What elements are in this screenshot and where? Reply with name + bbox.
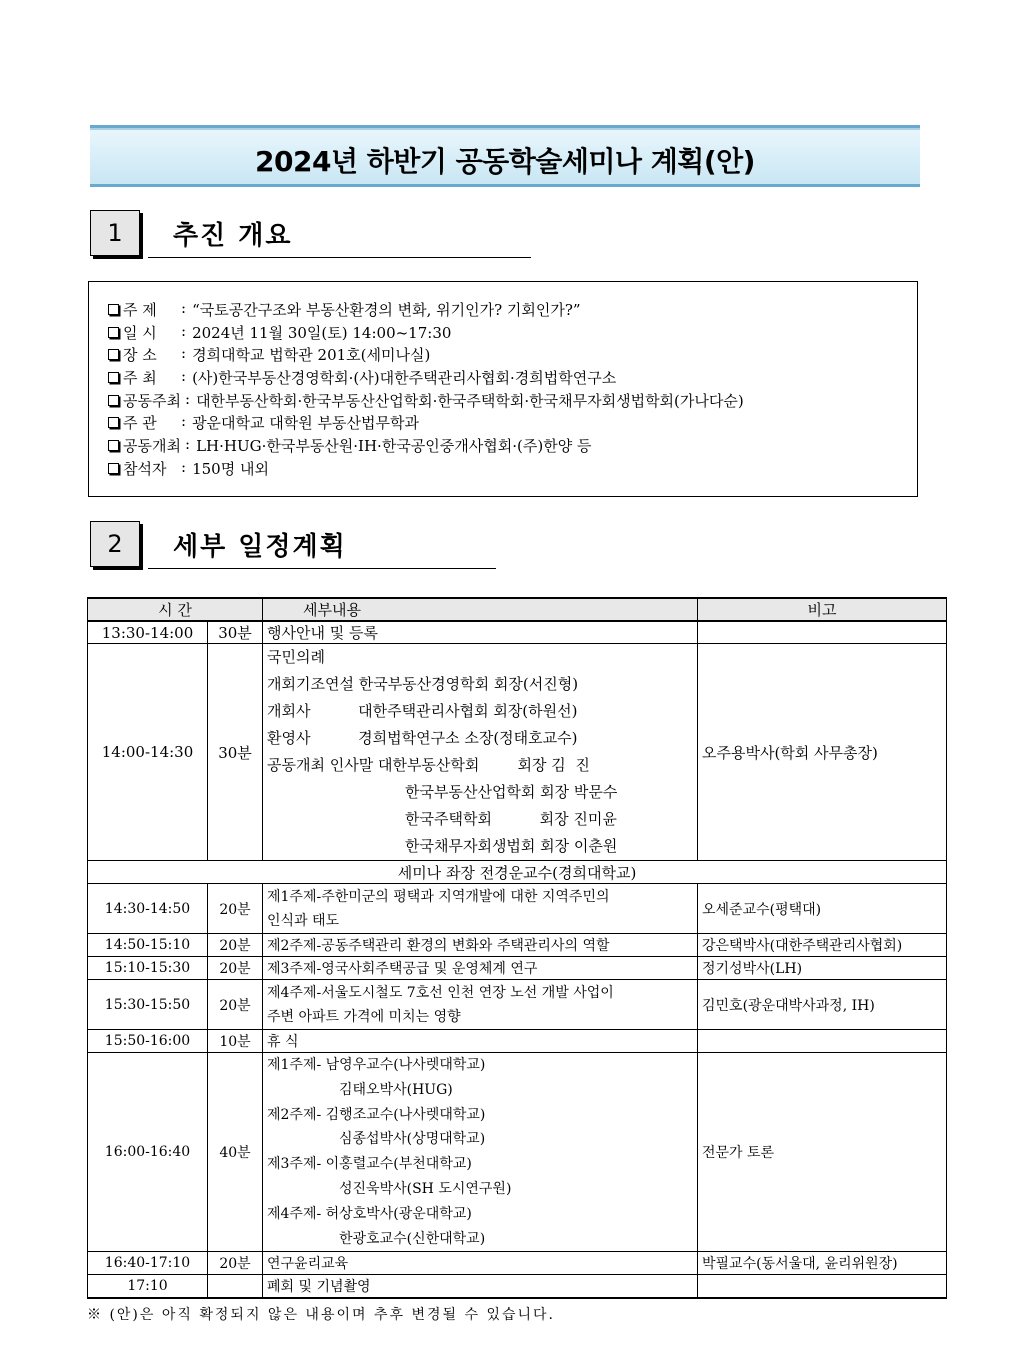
duration-cell: 20분 (208, 934, 263, 957)
table-row (88, 980, 947, 1030)
duration-cell: 40분 (208, 1053, 263, 1252)
content-cell: 폐회 및 기념촬영 (263, 1275, 698, 1298)
content-cell (263, 644, 698, 861)
schedule-table (87, 597, 947, 1299)
chair-cell: 세미나 좌장 전경운교수(경희대학교) (88, 861, 947, 884)
ceremony-line: 한국부동산산업학회 회장 박문수 (405, 783, 618, 801)
overview-label: 공동개최 (123, 437, 181, 456)
overview-value: 2024년 11월 30일(토) 14:00~17:30 (192, 323, 452, 342)
overview-row: 장 소 : 경희대학교 법학관 201호(세미나실) (107, 344, 917, 367)
discussion-line: 제4주제- 허상호박사(광운대학교) (267, 1205, 472, 1222)
time-cell: 15:50-16:00 (88, 1030, 208, 1053)
overview-label: 주 관 (123, 414, 157, 433)
duration-cell: 20분 (208, 957, 263, 980)
ceremony-line: 국민의례 (267, 648, 325, 666)
note-cell: 박필교수(동서울대, 윤리위원장) (698, 1252, 947, 1275)
time-cell: 17:10 (88, 1275, 208, 1298)
note-cell: 정기성박사(LH) (698, 957, 947, 980)
note-cell (698, 621, 947, 644)
header-content: 세부내용 (263, 598, 698, 621)
overview-label: 일 시 (123, 323, 157, 342)
discussion-line: 김태오박사(HUG) (339, 1081, 453, 1098)
overview-label: 참석자 (123, 459, 167, 478)
time-cell: 16:00-16:40 (88, 1053, 208, 1252)
overview-row: 공동주최 : 대한부동산학회·한국부동산산업학회·한국주택학회·한국채무자회생법학회(가나다순) (107, 390, 917, 413)
checkbox-icon (108, 395, 119, 406)
page-title: 2024년 하반기 공동학술세미나 계획(안) (255, 145, 755, 178)
time-cell: 15:30-15:50 (88, 980, 208, 1030)
overview-row: 공동개최 : LH·HUG·한국부동산원·IH·한국공인중개사협회·(주)한양 등 (107, 435, 917, 458)
checkbox-icon (108, 372, 119, 383)
ceremony-line: 개회기조연설 한국부동산경영학회 회장(서진형) (267, 675, 579, 693)
ceremony-line: 한국주택학회 회장 진미윤 (405, 810, 617, 828)
checkbox-icon (108, 327, 119, 338)
discussion-line: 제1주제- 남영우교수(나사렛대학교) (267, 1057, 486, 1073)
note-cell: 오주용박사(학회 사무총장) (698, 644, 947, 861)
ceremony-line: 개회사 대한주택관리사협회 회장(하원선) (267, 702, 578, 720)
title-banner (90, 125, 920, 187)
overview-row: 주 최 : (사)한국부동산경영학회·(사)대한주택관리사협회·경희법학연구소 (107, 367, 917, 390)
duration-cell: 20분 (208, 1252, 263, 1275)
overview-label: 장 소 (123, 346, 157, 365)
ceremony-line: 환영사 경희법학연구소 소장(정태호교수) (267, 729, 578, 747)
overview-label: 주 제 (123, 301, 157, 319)
duration-cell: 20분 (208, 980, 263, 1030)
footnote: ※ (안)은 아직 확정되지 않은 내용이며 추후 변경될 수 있습니다. (87, 1307, 556, 1323)
content-cell: 제2주제-공동주택관리 환경의 변화와 주택관리사의 역할 (263, 934, 698, 957)
overview-value: 대한부동산학회·한국부동산산업학회·한국주택학회·한국채무자회생법학회(가나다순) (196, 391, 744, 410)
table-row (88, 621, 947, 644)
section-1-number: 1 (90, 210, 140, 256)
table-row (88, 1030, 947, 1053)
time-cell: 16:40-17:10 (88, 1252, 208, 1275)
duration-cell: 30분 (208, 621, 263, 644)
time-cell: 15:10-15:30 (88, 957, 208, 980)
time-cell: 14:00-14:30 (88, 644, 208, 861)
overview-value: “국토공간구조와 부동산환경의 변화, 위기인가? 기회인가?” (192, 301, 581, 319)
checkbox-icon (108, 349, 119, 360)
time-cell: 13:30-14:00 (88, 621, 208, 644)
note-cell: 김민호(광운대박사과정, IH) (698, 980, 947, 1030)
table-row (88, 1053, 947, 1252)
topic-line: 인식과 태도 (267, 912, 340, 929)
duration-cell: 20분 (208, 884, 263, 934)
note-cell: 오세준교수(평택대) (698, 884, 947, 934)
table-row (88, 884, 947, 934)
checkbox-icon (108, 417, 119, 428)
table-row (88, 644, 947, 861)
overview-box (88, 281, 918, 497)
overview-label: 공동주최 (123, 391, 181, 410)
section-1-underline (148, 257, 531, 258)
table-row (88, 934, 947, 957)
overview-row: 참석자 : 150명 내외 (107, 458, 917, 481)
checkbox-icon (108, 463, 119, 474)
topic-line: 제4주제-서울도시철도 7호선 인천 연장 노선 개발 사업이 (267, 984, 614, 1001)
checkbox-icon (108, 440, 119, 451)
table-row (88, 957, 947, 980)
overview-value: LH·HUG·한국부동산원·IH·한국공인중개사협회·(주)한양 등 (196, 437, 592, 456)
content-cell (263, 1053, 698, 1252)
topic-line: 주변 아파트 가격에 미치는 영향 (267, 1008, 461, 1025)
section-2-title: 세부 일정계획 (173, 532, 347, 562)
discussion-line: 성진욱박사(SH 도시연구원) (339, 1180, 512, 1197)
header-time: 시 간 (88, 598, 263, 621)
time-cell: 14:30-14:50 (88, 884, 208, 934)
content-cell: 연구윤리교육 (263, 1252, 698, 1275)
checkbox-icon (108, 304, 119, 315)
content-cell: 제3주제-영국사회주택공급 및 운영체계 연구 (263, 957, 698, 980)
note-cell: 전문가 토론 (698, 1053, 947, 1252)
table-row (88, 861, 947, 884)
section-1-title: 추진 개요 (173, 221, 293, 251)
content-cell (263, 884, 698, 934)
time-cell: 14:50-15:10 (88, 934, 208, 957)
overview-value: 150명 내외 (192, 459, 269, 478)
section-2-underline (148, 568, 496, 569)
ceremony-line: 공동개최 인사말 대한부동산학회 회장 김 진 (267, 756, 590, 774)
overview-value: 경희대학교 법학관 201호(세미나실) (192, 346, 431, 365)
overview-value: (사)한국부동산경영학회·(사)대한주택관리사협회·경희법학연구소 (192, 369, 617, 388)
content-cell: 휴 식 (263, 1030, 698, 1053)
discussion-line: 제2주제- 김행조교수(나사렛대학교) (267, 1106, 486, 1123)
content-cell: 행사안내 및 등록 (263, 621, 698, 644)
duration-cell: 10분 (208, 1030, 263, 1053)
overview-row: 주 관 : 광운대학교 대학원 부동산법무학과 (107, 412, 917, 435)
discussion-line: 심종섭박사(상명대학교) (339, 1131, 486, 1148)
header-note: 비고 (698, 598, 947, 621)
section-2-number: 2 (90, 521, 140, 567)
duration-cell: 30분 (208, 644, 263, 861)
duration-cell (208, 1275, 263, 1298)
overview-row: 주 제 : “국토공간구조와 부동산환경의 변화, 위기인가? 기회인가?” (107, 299, 917, 322)
table-row (88, 1275, 947, 1298)
note-cell: 강은택박사(대한주택관리사협회) (698, 934, 947, 957)
overview-value: 광운대학교 대학원 부동산법무학과 (192, 414, 419, 433)
note-cell (698, 1030, 947, 1053)
overview-row: 일 시 : 2024년 11월 30일(토) 14:00~17:30 (107, 322, 917, 345)
overview-label: 주 최 (123, 369, 157, 388)
discussion-line: 제3주제- 이홍렬교수(부천대학교) (267, 1156, 472, 1173)
note-cell (698, 1275, 947, 1298)
topic-line: 제1주제-주한미군의 평택과 지역개발에 대한 지역주민의 (267, 888, 610, 905)
content-cell (263, 980, 698, 1030)
table-row (88, 1252, 947, 1275)
discussion-line: 한광호교수(신한대학교) (339, 1230, 486, 1247)
ceremony-line: 한국채무자회생법회 회장 이춘원 (405, 837, 618, 855)
